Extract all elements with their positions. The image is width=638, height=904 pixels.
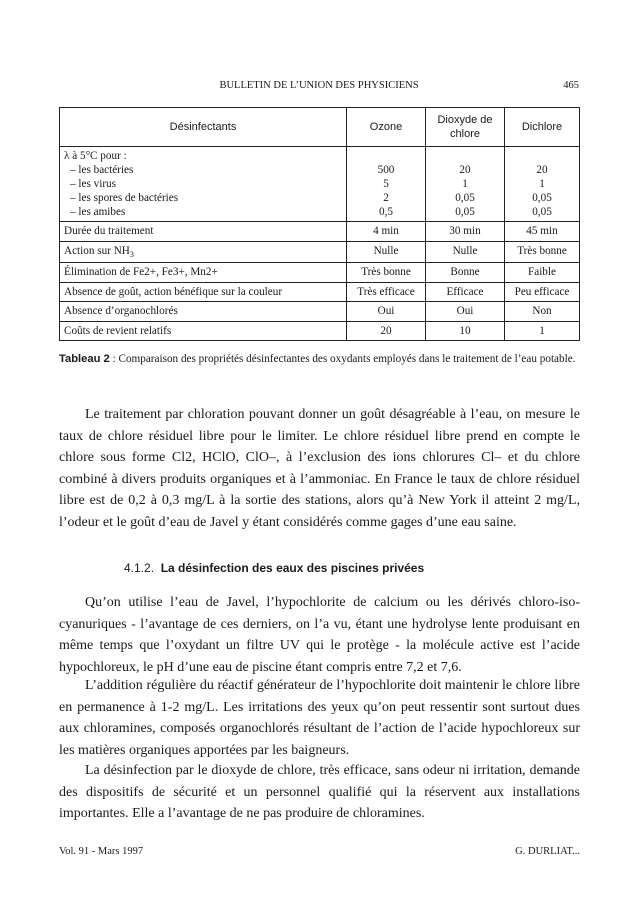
lambda-dichlore-cell [505, 147, 580, 222]
row-label: Absence de goût, action bénéfique sur la couleur [60, 282, 347, 302]
author: G. DURLIAT... [515, 846, 580, 857]
lambda-dioxyde-cell [426, 147, 505, 222]
cell-dioxyde: Oui [426, 302, 505, 322]
cell-value: 1 [462, 178, 468, 190]
cell-dichlore: Très bonne [505, 241, 580, 262]
cell-ozone: Nulle [347, 241, 426, 262]
paragraph-hypochlorite: Qu’on utilise l’eau de Javel, l’hypochlorite de calcium ou les dérivés chloro-iso-cyanuriques - l’avantage de ces derniers, on l’a vu, étant une hydrolyse lente produisant en même temps que l’oxydant un filtre UV qui le protège - la molécule active est l’acide hypochloreux, le pH d’une eau de piscine étant compris entre 7,2 et 7,6. [59, 595, 580, 675]
table-row-couts [60, 321, 580, 341]
cell-dichlore: Peu efficace [505, 282, 580, 302]
caption-text: : Comparaison des propriétés désinfectantes des oxydants employés dans le traitement de l’eau potable. [109, 353, 576, 365]
lambda-label-cell [60, 147, 347, 222]
lambda-item: – les amibes [70, 206, 126, 218]
row-label: Absence d’organochlorés [60, 302, 347, 322]
lambda-item: – les virus [70, 178, 116, 190]
cell-value: 20 [459, 164, 471, 176]
table-header-row [60, 108, 580, 147]
lambda-ozone-cell [347, 147, 426, 222]
header-dioxyde: Dioxyde de chlore [426, 108, 505, 147]
cell-dichlore: Faible [505, 262, 580, 282]
section-number: 4.1.2. [124, 561, 155, 575]
row-label-text: Action sur NH [64, 244, 130, 257]
cell-value: 20 [536, 164, 548, 176]
cell-value: 0,05 [532, 192, 552, 204]
cell-dichlore: 45 min [505, 222, 580, 242]
table-row-duree [60, 222, 580, 242]
table-row-action [60, 241, 580, 262]
cell-value: 0,05 [455, 206, 475, 218]
cell-value: 0,05 [455, 192, 475, 204]
paragraph-dioxyde: La désinfection par le dioxyde de chlore, très efficace, sans odeur ni irritation, demande des dispositifs de sécurité et un personnel qualifié qui la réservent aux installations importantes. Elle a l’avantage de ne pas produire de chloramines. [59, 763, 580, 821]
caption-label: Tableau 2 [59, 353, 110, 365]
cell-value: 1 [539, 178, 545, 190]
cell-ozone: Oui [347, 302, 426, 322]
running-footer [59, 846, 580, 857]
row-label: Durée du traitement [60, 222, 347, 242]
paragraph-addition: L’addition régulière du réactif générateur de l’hypochlorite doit maintenir le chlore libre en permanence à 1-2 mg/L. Les irritations des yeux qu’on peut ressentir sont surtout dues aux chloramines, composés organochlorés résultant de l’action de l’acide hypochloreux sur les matières organiques apportées par les baigneurs. [59, 678, 580, 758]
header-dichlore: Dichlore [505, 108, 580, 147]
cell-value: 2 [383, 192, 389, 204]
row-label: Élimination de Fe2+, Fe3+, Mn2+ [60, 262, 347, 282]
cell-value: 0,05 [532, 206, 552, 218]
cell-ozone: Très efficace [347, 282, 426, 302]
cell-value: 500 [377, 164, 395, 176]
cell-dichlore: 1 [505, 321, 580, 341]
cell-ozone: 4 min [347, 222, 426, 242]
cell-value: 0,5 [379, 206, 393, 218]
table-row-lambda [60, 147, 580, 222]
header-ozone: Ozone [347, 108, 426, 147]
header-desinfectants: Désinfectants [60, 108, 347, 147]
cell-ozone: Très bonne [347, 262, 426, 282]
page-number: 465 [563, 80, 579, 91]
cell-dioxyde: 30 min [426, 222, 505, 242]
row-label [60, 241, 347, 262]
lambda-item: – les spores de bactéries [70, 192, 179, 204]
cell-dioxyde: Efficace [426, 282, 505, 302]
cell-ozone: 20 [347, 321, 426, 341]
row-label: Coûts de revient relatifs [60, 321, 347, 341]
cell-value: 5 [383, 178, 389, 190]
lambda-item: – les bactéries [70, 164, 134, 176]
table-row-elimination [60, 262, 580, 282]
cell-dioxyde: Nulle [426, 241, 505, 262]
row-label-subscript: 3 [129, 249, 134, 259]
cell-dioxyde: Bonne [426, 262, 505, 282]
lambda-label: λ à 5°C pour : [64, 150, 127, 162]
section-title: La désinfection des eaux des piscines privées [160, 561, 425, 575]
disinfectant-comparison-table [59, 107, 580, 341]
section-heading [124, 561, 424, 575]
table-row-organochlores [60, 302, 580, 322]
volume-info: Vol. 91 - Mars 1997 [59, 846, 144, 857]
paragraph-chloration: Le traitement par chloration pouvant donner un goût désagréable à l’eau, on mesure le taux de chlore résiduel libre pour le limiter. Le chlore résiduel libre prend en compte le chlore sous forme Cl2, HClO, ClO–, à l’exclusion des ions chlorures Cl– et du chlore combiné à divers produits organiques et à l’ammoniac. En France le taux de chlore résiduel libre est de 0,2 à 0,3 mg/L à la sortie des stations, alors qu’à New York il atteint 2 mg/L, l’odeur et le goût d’eau de Javel y étant considérés comme gages d’une eau saine. [59, 407, 580, 530]
cell-dioxyde: 10 [426, 321, 505, 341]
journal-title: BULLETIN DE L’UNION DES PHYSICIENS [219, 80, 419, 91]
table-row-gout [60, 282, 580, 302]
table-caption [59, 351, 580, 368]
cell-dichlore: Non [505, 302, 580, 322]
